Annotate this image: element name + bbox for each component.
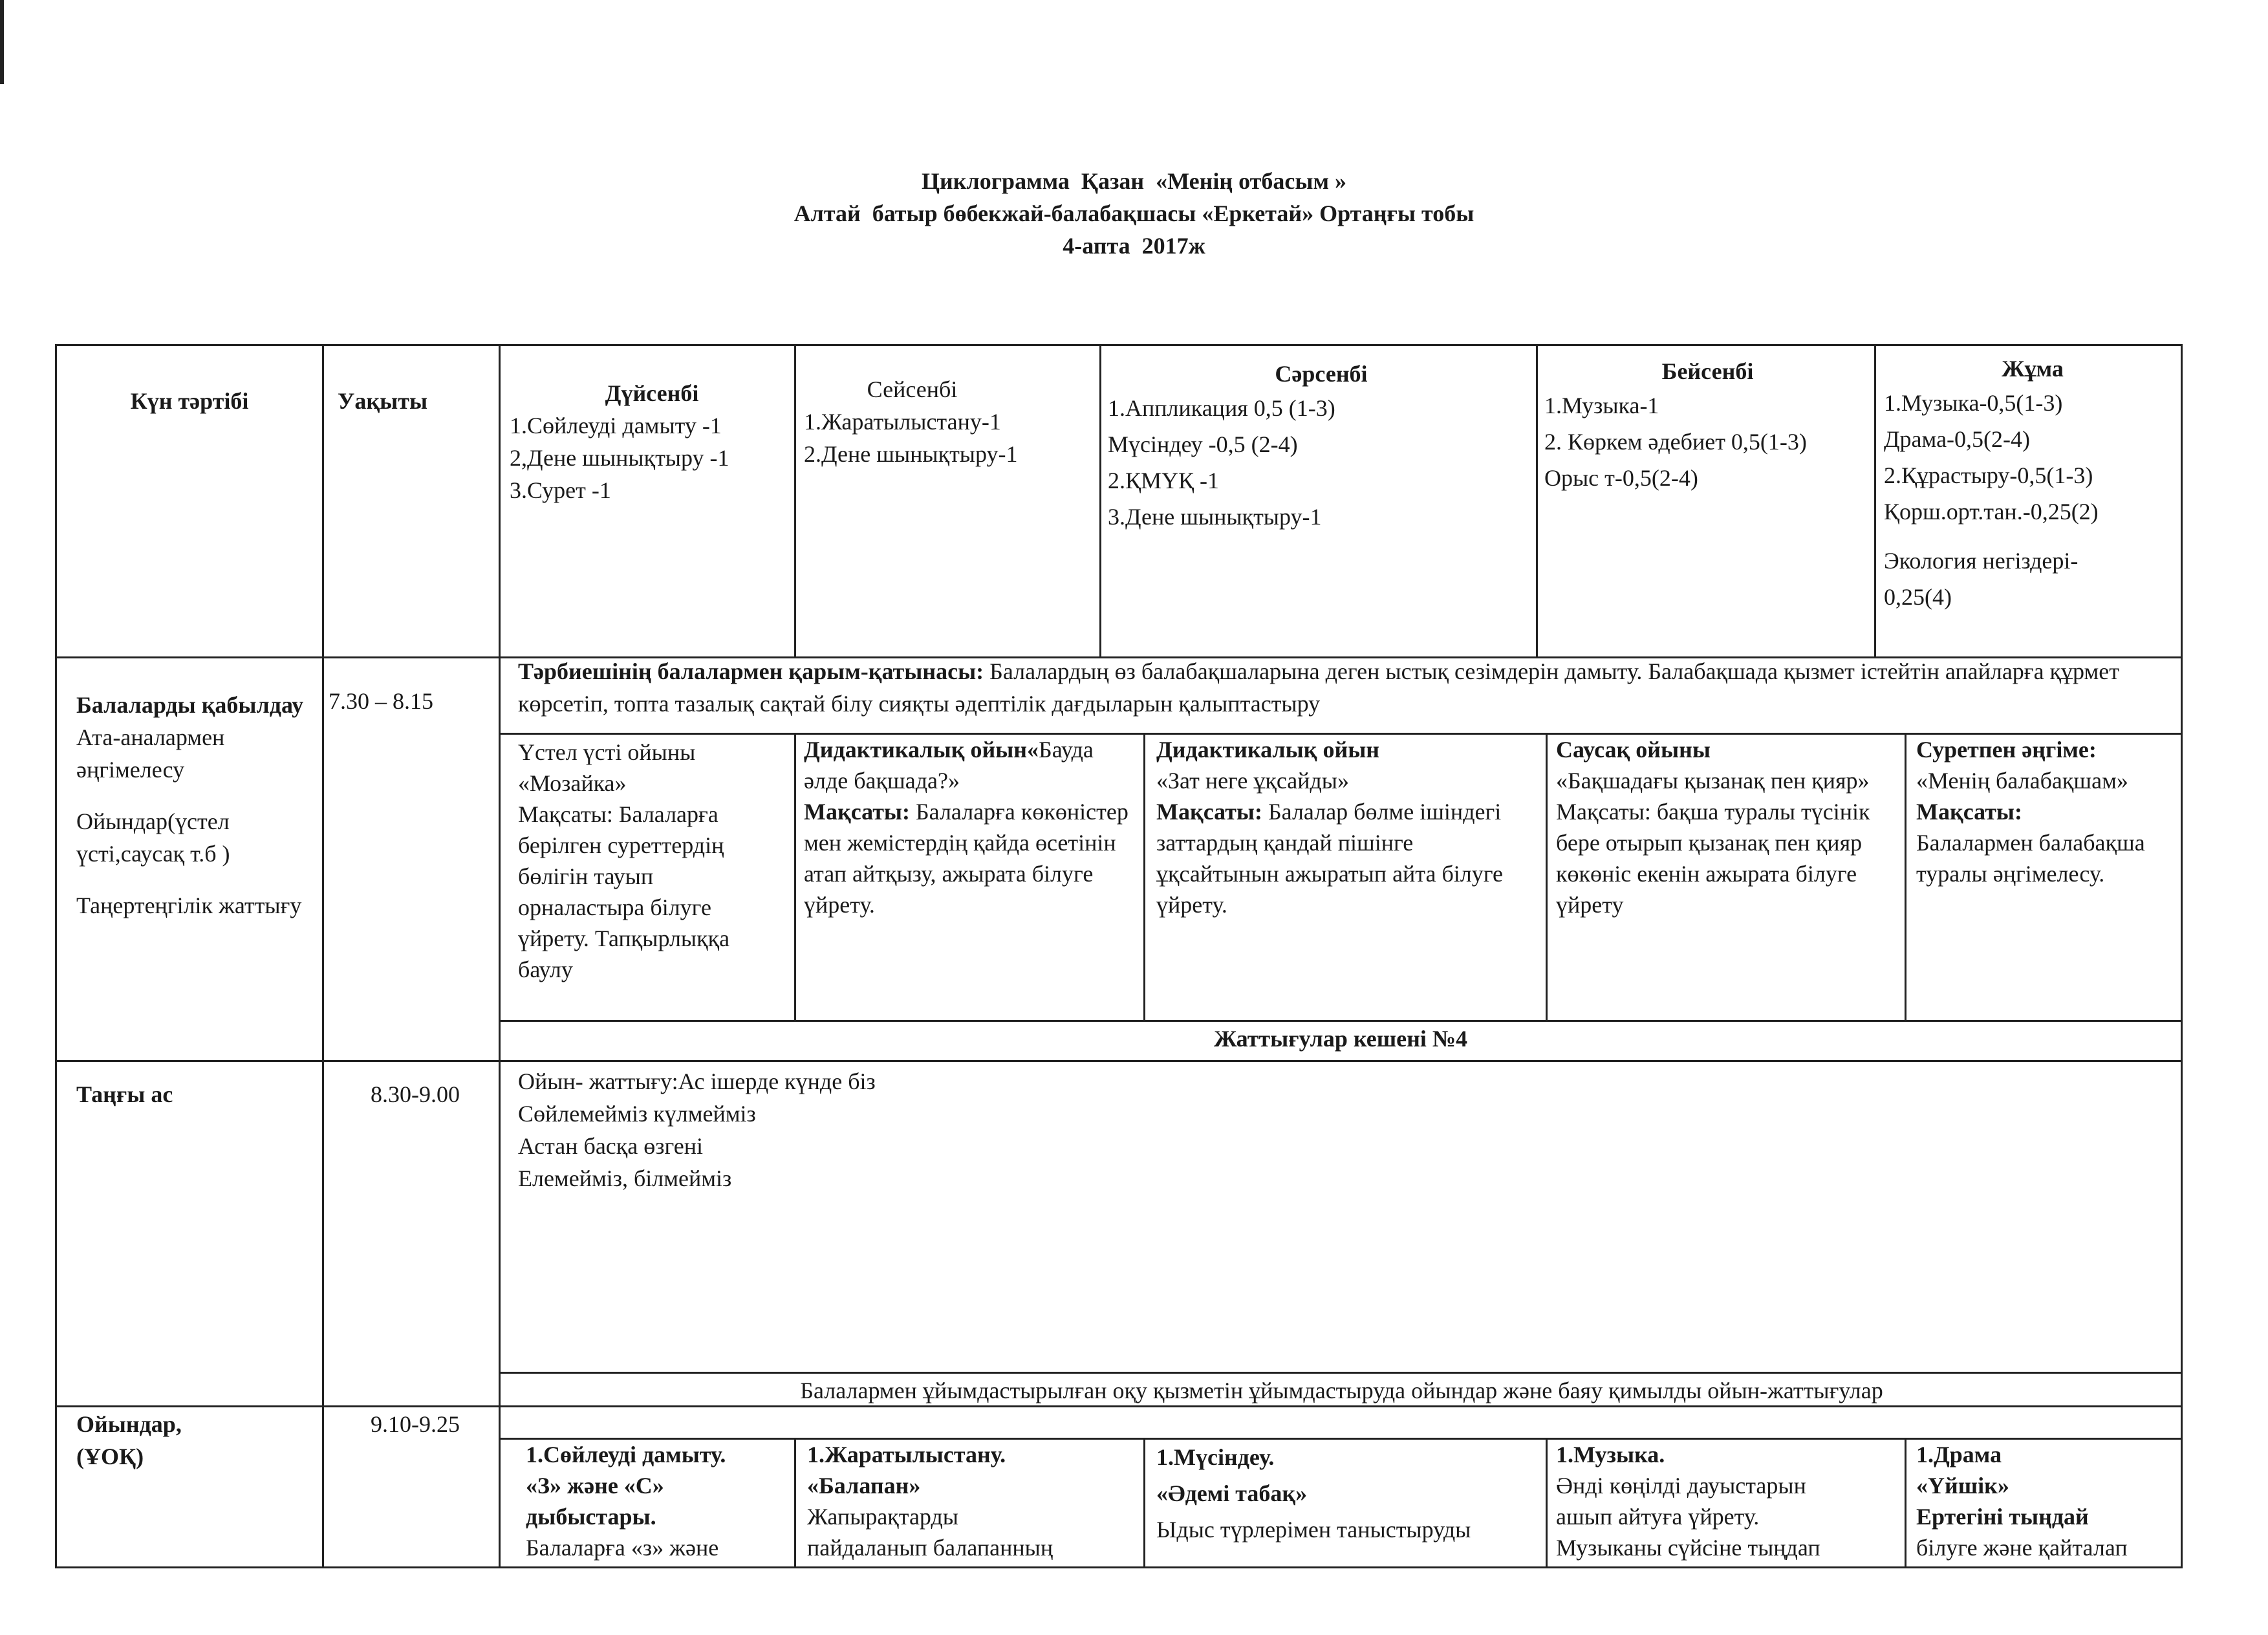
game-text-line: Мақсаты: Балаларға [518,801,718,827]
activity-title-line: 1.Музыка. [1556,1442,1665,1467]
activity-text-line: пайдаланып балапанның [807,1535,1053,1561]
day-name-tuesday: Сейсенбі [867,376,958,402]
activity-title-line: «Үйшік» [1916,1473,2009,1499]
page-edge-mark [0,0,4,84]
goal-label: Мақсаты: [1916,799,2022,825]
header-monday [510,377,794,506]
column-divider [322,346,324,1567]
game-text: «Бақшадағы қызанақ пен қияр» Мақсаты: бақша туралы түсінік бере отырып қызанақ пен қияр көкөніс екенін ажырата білуге үйрету [1556,768,1870,918]
goal-label: Мақсаты: [804,799,910,825]
game-text-line: орналастыра білуге [518,894,711,920]
activity-title-line: «Әдемі табақ» [1156,1480,1308,1506]
subject-item: 1.Жаратылыстану-1 [804,409,1001,435]
reception-label-line: Ойындар(үстел үсті,саусақ т.б ) [76,808,230,867]
activity-title-line: дыбыстары. [526,1504,656,1530]
column-divider [1874,346,1876,656]
row-divider [57,1060,499,1062]
communication-title: Тәрбиешінің балалармен қарым-қатынасы: [518,658,984,684]
title-line-1: Циклограмма Қазан «Менің отбасым » [922,168,1346,194]
game-text-line: бөлігін тауып [518,863,654,889]
activity-title-line: 1.Драма [1916,1442,2002,1467]
communication-text [518,655,2177,720]
subject-item: Орыс т-0,5(2-4) [1544,465,1698,491]
subject-item: 1.Аппликация 0,5 (1-3) [1108,395,1335,421]
activity-text-line: Жапырақтарды [807,1504,958,1530]
activity-text-line: Әнді көңілді дауыстарын [1556,1473,1806,1499]
game-title: Дидактикалық ойын [1156,737,1380,763]
activity-text-line: Музыканы сүйсіне тыңдап [1556,1535,1820,1561]
goal-text: Балалар бөлме ішіндегі заттардың қандай пішінге ұқсайтынын ажыратып айта білуге үйрету. [1156,799,1504,918]
games-banner: Балалармен ұйымдастырылған оқу қызметін ұйымдастыруда ойындар және баяу қимылды ойын-жаттығулар [800,1378,1883,1403]
reception-time: 7.30 – 8.15 [329,688,433,714]
title-line-3: 4-апта 2017ж [1063,233,1205,259]
column-divider [1546,733,1548,1020]
schedule-table [55,344,2183,1568]
column-divider [1099,346,1101,656]
column-divider [1905,733,1906,1020]
verse-line: Елемейміз, білмейміз [518,1165,732,1191]
subject-item: 2.Дене шынықтыру-1 [804,441,1018,467]
goal-text: Балалармен балабақша туралы әңгімелесу. [1916,830,2145,887]
activity-title-line: Ертегіні тыңдай [1916,1504,2089,1530]
activity-card-1 [526,1439,792,1563]
exercise-complex-label: Жаттығулар кешені №4 [1213,1026,1468,1052]
reception-title: Балаларды қабылдау [76,692,304,718]
subject-item: Мүсіндеу -0,5 (2-4) [1108,431,1298,457]
goal-label: Мақсаты: [1156,799,1262,825]
header-friday [1884,352,2181,615]
verse-line: Астан басқа өзгені [518,1133,703,1159]
subject-item: 3.Дене шынықтыру-1 [1108,504,1322,530]
header-thursday [1544,355,1871,496]
communication-body: Балалардың өз балабақшаларына деген ыстық сезімдерін дамыту. Балабақшада қызмет істейтін апайларға құрмет көрсетіп, топта тазалық сақтай білу сияқты әдептілік дағдыларын қалыптастыру [518,658,2119,717]
games-section-label [76,1408,316,1473]
game-card-3 [1156,734,1541,920]
column-divider [1905,1438,1906,1567]
header-routine: Күн тәртібі [130,388,249,414]
games-label-line: Ойындар, [76,1411,182,1437]
subject-item: 0,25(4) [1884,584,1952,610]
subject-item: 2.ҚМҮҚ -1 [1108,468,1220,493]
subject-item: 2,Дене шынықтыру -1 [510,445,729,471]
activity-text-line: ашып айтуға үйрету. [1556,1504,1760,1530]
verse-line: Сөйлемейміз күлмейміз [518,1101,756,1127]
games-label-line: (ҰОҚ) [76,1444,144,1469]
game-card-1 [518,737,793,985]
activity-title-line: «Балапан» [807,1473,921,1499]
verse-line: Ойын- жаттығу:Ас ішерде күнде біз [518,1068,876,1094]
subject-item: Драма-0,5(2-4) [1884,426,2031,452]
header-tuesday [804,373,1098,470]
column-divider [1143,1438,1145,1567]
game-card-5 [1916,734,2181,889]
game-card-4 [1556,734,1902,920]
document-title [0,165,2268,262]
activity-card-5 [1916,1439,2181,1563]
day-name-wednesday: Сәрсенбі [1275,361,1368,387]
activity-title-line: «З» және «С» [526,1473,664,1499]
column-divider [794,733,796,1020]
header-time: Уақыты [338,388,428,414]
subject-item: Экология негіздері- [1884,548,2079,574]
title-line-2: Алтай батыр бөбекжай-балабақшасы «Еркетай» Ортаңғы тобы [794,200,1474,226]
game-subtitle: «Менің балабақшам» [1916,768,2128,794]
activity-title-line: 1.Мүсіндеу. [1156,1444,1275,1470]
reception-label-line: Ата-аналармен әңгімелесу [76,724,225,783]
column-divider [794,1438,796,1567]
column-divider [1546,1438,1548,1567]
column-divider [1143,733,1145,1020]
subject-item: 2.Құрастыру-0,5(1-3) [1884,462,2093,488]
game-card-2 [804,734,1140,920]
subject-item: 1.Музыка-0,5(1-3) [1884,390,2063,416]
games-time: 9.10-9.25 [371,1411,460,1437]
subject-item: 3.Сурет -1 [510,477,611,503]
day-name-monday: Дүйсенбі [605,380,699,406]
game-title: Дидактикалық ойын« [804,737,1039,763]
game-text-line: берілген суреттердің [518,832,724,858]
activity-text-line: білуге және қайталап [1916,1535,2128,1561]
goal-text: Балаларға көкөністер мен жемістердің қайда өсетінін атап айтқызу, ажырата білуге үйрету. [804,799,1129,918]
subject-item: 1.Сөйлеуді дамыту -1 [510,413,722,439]
game-text-line: «Мозайка» [518,770,627,796]
game-title: Саусақ ойыны [1556,737,1711,763]
game-subtitle: «Зат неге ұқсайды» [1156,768,1349,794]
subject-item: 1.Музыка-1 [1544,393,1659,418]
activity-title-line: 1.Жаратылыстану. [807,1442,1006,1467]
game-text-line: Үстел үсті ойыны [518,739,696,765]
reception-label-line: Таңертеңгілік жаттығу [76,893,302,918]
row-divider [499,1372,2183,1374]
game-title: Суретпен әңгіме: [1916,737,2097,763]
activity-card-4 [1556,1439,1902,1563]
activity-text-line: Ыдыс түрлерімен таныстыруды [1156,1517,1471,1543]
row-divider [499,1020,2183,1022]
reception-label [76,689,319,922]
game-text-line: баулу [518,957,573,982]
column-divider [794,346,796,656]
header-wednesday [1108,358,1535,535]
activity-text-line: Балаларға «з» және [526,1535,719,1561]
subject-item: 2. Көркем әдебиет 0,5(1-3) [1544,429,1807,455]
activity-card-2 [807,1439,1140,1563]
game-text-line: үйрету. Тапқырлыққа [518,926,730,951]
activity-title-line: 1.Сөйлеуді дамыту. [526,1442,726,1467]
breakfast-label: Таңғы ас [76,1081,173,1107]
game-title-tail: Бауда әлде бақшада?» [804,737,1094,794]
day-name-thursday: Бейсенбі [1661,358,1754,384]
breakfast-time: 8.30-9.00 [371,1081,460,1107]
row-divider [499,1060,2183,1062]
activity-card-3 [1156,1439,1541,1548]
day-name-friday: Жұма [2002,356,2064,382]
column-divider [1536,346,1538,656]
subject-item: Қорш.орт.тан.-0,25(2) [1884,499,2099,525]
breakfast-game [518,1065,1811,1195]
